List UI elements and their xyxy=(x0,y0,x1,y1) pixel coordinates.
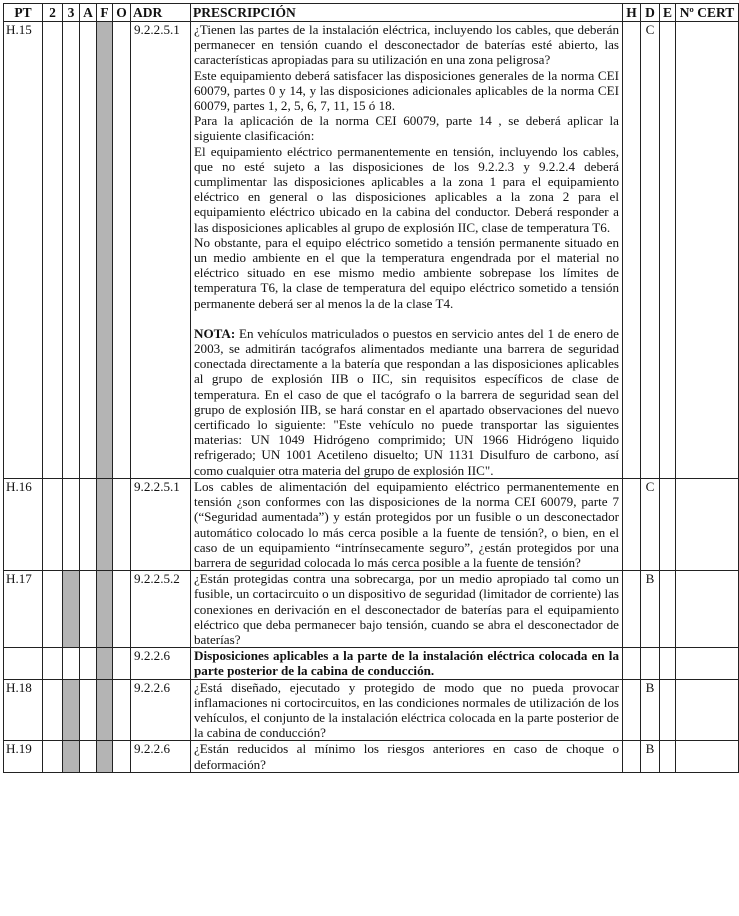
cell-col-o xyxy=(113,478,131,570)
cell-e xyxy=(660,571,676,648)
cell-d xyxy=(641,648,660,679)
cell-col-2 xyxy=(43,571,63,648)
header-prescripcion: PRESCRIPCIÓN xyxy=(191,4,623,22)
header-col-o: O xyxy=(113,4,131,22)
note-text: En vehículos matriculados o puestos en servicio antes del 1 de enero de 2003, se admitirán tacógrafos alimentados mediante una barrera de seguridad conectada directamente a la batería que respondan a las disposiciones aplicables al grupo de explosión IIB o IIC, sin requisitos específicos de clase de temperatura. En el caso de que el tacógrafo o la barrera de seguridad sean del grupo de explosión IIB, se hará constar en el apartado observaciones del nuevo certificado lo siguiente: "Este vehículo no puede transportar las siguientes materias: UN 1049 Hidrógeno comprimido; UN 1966 Hidrógeno liquido refrigerado; UN 1001 Acetileno disuelto; UN 1131 Disulfuro de carbono, así como cualquier otra materia del grupo de explosión IIC". xyxy=(194,325,619,478)
cell-prescripcion xyxy=(191,22,623,479)
cell-pt: H.19 xyxy=(4,741,43,772)
cell-adr: 9.2.2.5.1 xyxy=(131,478,191,570)
cell-col-3-shaded xyxy=(63,679,80,741)
table-row-h19 xyxy=(4,741,739,772)
cell-col-o xyxy=(113,648,131,679)
header-cert: Nº CERT xyxy=(676,4,739,22)
cell-pt: H.17 xyxy=(4,571,43,648)
cell-adr: 9.2.2.5.1 xyxy=(131,22,191,479)
header-h: H xyxy=(623,4,641,22)
cell-col-3-shaded xyxy=(63,571,80,648)
cell-d: C xyxy=(641,22,660,479)
cell-col-a xyxy=(80,679,97,741)
cell-cert xyxy=(676,478,739,570)
note-paragraph xyxy=(194,326,619,478)
cell-col-2 xyxy=(43,648,63,679)
paragraph: El equipamiento eléctrico permanentemente en tensión, incluyendo los cables, que no esté sujeto a las disposiciones de los 9.2.2.3 y 9.2.2.4 deberá cumplimentar las disposiciones aplicables a la zona 1 para el equipamiento eléctrico en general o las disposiciones aplicables a la zona 2 para el equipamiento eléctrico ubicado en la cabina del conductor. Deberá responder a las disposiciones aplicables al grupo de explosión IIC, clase de temperatura T6. xyxy=(194,143,619,235)
section-heading: Disposiciones aplicables a la parte de la instalación eléctrica colocada en la parte posterior de la cabina de conducción. xyxy=(191,648,623,679)
cell-cert xyxy=(676,571,739,648)
cell-d: B xyxy=(641,571,660,648)
inspection-table xyxy=(3,3,739,773)
cell-e xyxy=(660,679,676,741)
cell-col-a xyxy=(80,571,97,648)
cell-cert xyxy=(676,648,739,679)
cell-cert xyxy=(676,679,739,741)
cell-d: C xyxy=(641,478,660,570)
cell-pt xyxy=(4,648,43,679)
header-d: D xyxy=(641,4,660,22)
cell-prescripcion: ¿Está diseñado, ejecutado y protegido de modo que no pueda provocar inflamaciones ni cortocircuitos, en las condiciones normales de utilización de los vehículos, el conjunto de la instalación eléctrica colocada en la parte posterior de la cabina de conducción? xyxy=(191,679,623,741)
paragraph: No obstante, para el equipo eléctrico sometido a tensión permanente situado en un medio ambiente en el que la temperatura engendrada por el material no eléctrico situado en ese mismo medio ambiente sobrepase los límites de temperatura T6, la clase de temperatura del equipo eléctrico sometido a tensión permanente deberá ser al menos la de la clase T4. xyxy=(194,234,619,311)
cell-h xyxy=(623,741,641,772)
cell-prescripcion: ¿Están reducidos al mínimo los riesgos anteriores en caso de choque o deformación? xyxy=(191,741,623,772)
header-col-a: A xyxy=(80,4,97,22)
cell-col-3 xyxy=(63,22,80,479)
cell-e xyxy=(660,741,676,772)
cell-prescripcion: Los cables de alimentación del equipamiento eléctrico permanentemente en tensión ¿son conformes con las disposiciones de la norma CEI 60079, parte 7 (“Seguridad aumentada”) y están protegidos por un fusible o un desconectador automático colocado lo más cerca posible a la fuente de tensión?, o bien, en el caso de un equipamiento “intrínsecamente seguro”, ¿están protegidos por una barrera de seguridad colocada lo más cerca posible a la fuente de tensión? xyxy=(191,478,623,570)
cell-col-o xyxy=(113,679,131,741)
note-label: NOTA: xyxy=(194,325,236,341)
cell-col-2 xyxy=(43,478,63,570)
cell-col-f-shaded xyxy=(97,478,113,570)
cell-adr: 9.2.2.6 xyxy=(131,648,191,679)
cell-d: B xyxy=(641,679,660,741)
paragraph: Para la aplicación de la norma CEI 60079, parte 14 , se deberá aplicar la siguiente clasificación: xyxy=(194,113,619,144)
cell-col-a xyxy=(80,22,97,479)
cell-cert xyxy=(676,741,739,772)
cell-col-f-shaded xyxy=(97,741,113,772)
cell-h xyxy=(623,679,641,741)
table-row-h16 xyxy=(4,478,739,570)
cell-prescripcion: ¿Están protegidas contra una sobrecarga, por un medio apropiado tal como un fusible, un cortacircuito o un dispositivo de seguridad (limitador de corriente) las conexiones en derivación en el desconectador de baterías para el equipamiento eléctrico que deba permanecer bajo tensión, cuando se abra el desconectador de baterías? xyxy=(191,571,623,648)
cell-h xyxy=(623,648,641,679)
cell-adr: 9.2.2.6 xyxy=(131,679,191,741)
header-pt: PT xyxy=(4,4,43,22)
cell-col-o xyxy=(113,22,131,479)
cell-col-o xyxy=(113,741,131,772)
cell-e xyxy=(660,22,676,479)
cell-col-a xyxy=(80,648,97,679)
cell-col-f-shaded xyxy=(97,648,113,679)
cell-e xyxy=(660,478,676,570)
cell-col-3 xyxy=(63,648,80,679)
table-row-h15 xyxy=(4,22,739,479)
header-col-3: 3 xyxy=(63,4,80,22)
cell-pt: H.16 xyxy=(4,478,43,570)
table-row-h18 xyxy=(4,679,739,741)
cell-h xyxy=(623,22,641,479)
cell-col-a xyxy=(80,741,97,772)
cell-col-2 xyxy=(43,741,63,772)
cell-col-3 xyxy=(63,478,80,570)
table-row-h17 xyxy=(4,571,739,648)
cell-col-2 xyxy=(43,22,63,479)
cell-h xyxy=(623,478,641,570)
header-e: E xyxy=(660,4,676,22)
paragraph: ¿Tienen las partes de la instalación eléctrica, incluyendo los cables, que deberán permanecer en tensión cuando el desconectador de baterías esté abierto, las características apropiadas para su utilización en una zona peligrosa? xyxy=(194,22,619,68)
header-row xyxy=(4,4,739,22)
cell-col-2 xyxy=(43,679,63,741)
cell-pt: H.18 xyxy=(4,679,43,741)
cell-col-f-shaded xyxy=(97,22,113,479)
cell-d: B xyxy=(641,741,660,772)
cell-col-f-shaded xyxy=(97,571,113,648)
cell-adr: 9.2.2.6 xyxy=(131,741,191,772)
cell-col-a xyxy=(80,478,97,570)
header-col-2: 2 xyxy=(43,4,63,22)
cell-col-o xyxy=(113,571,131,648)
cell-cert xyxy=(676,22,739,479)
paragraph: Este equipamiento deberá satisfacer las disposiciones generales de la norma CEI 60079, partes 0 y 14, y las disposiciones adicionales aplicables de la norma CEI 60079, partes 1, 2, 5, 6, 7, 11, 15 ó 18. xyxy=(194,67,619,114)
cell-e xyxy=(660,648,676,679)
cell-col-f-shaded xyxy=(97,679,113,741)
header-col-f: F xyxy=(97,4,113,22)
cell-adr: 9.2.2.5.2 xyxy=(131,571,191,648)
table-row-section-heading xyxy=(4,648,739,679)
cell-pt: H.15 xyxy=(4,22,43,479)
header-adr: ADR xyxy=(131,4,191,22)
cell-col-3-shaded xyxy=(63,741,80,772)
cell-h xyxy=(623,571,641,648)
